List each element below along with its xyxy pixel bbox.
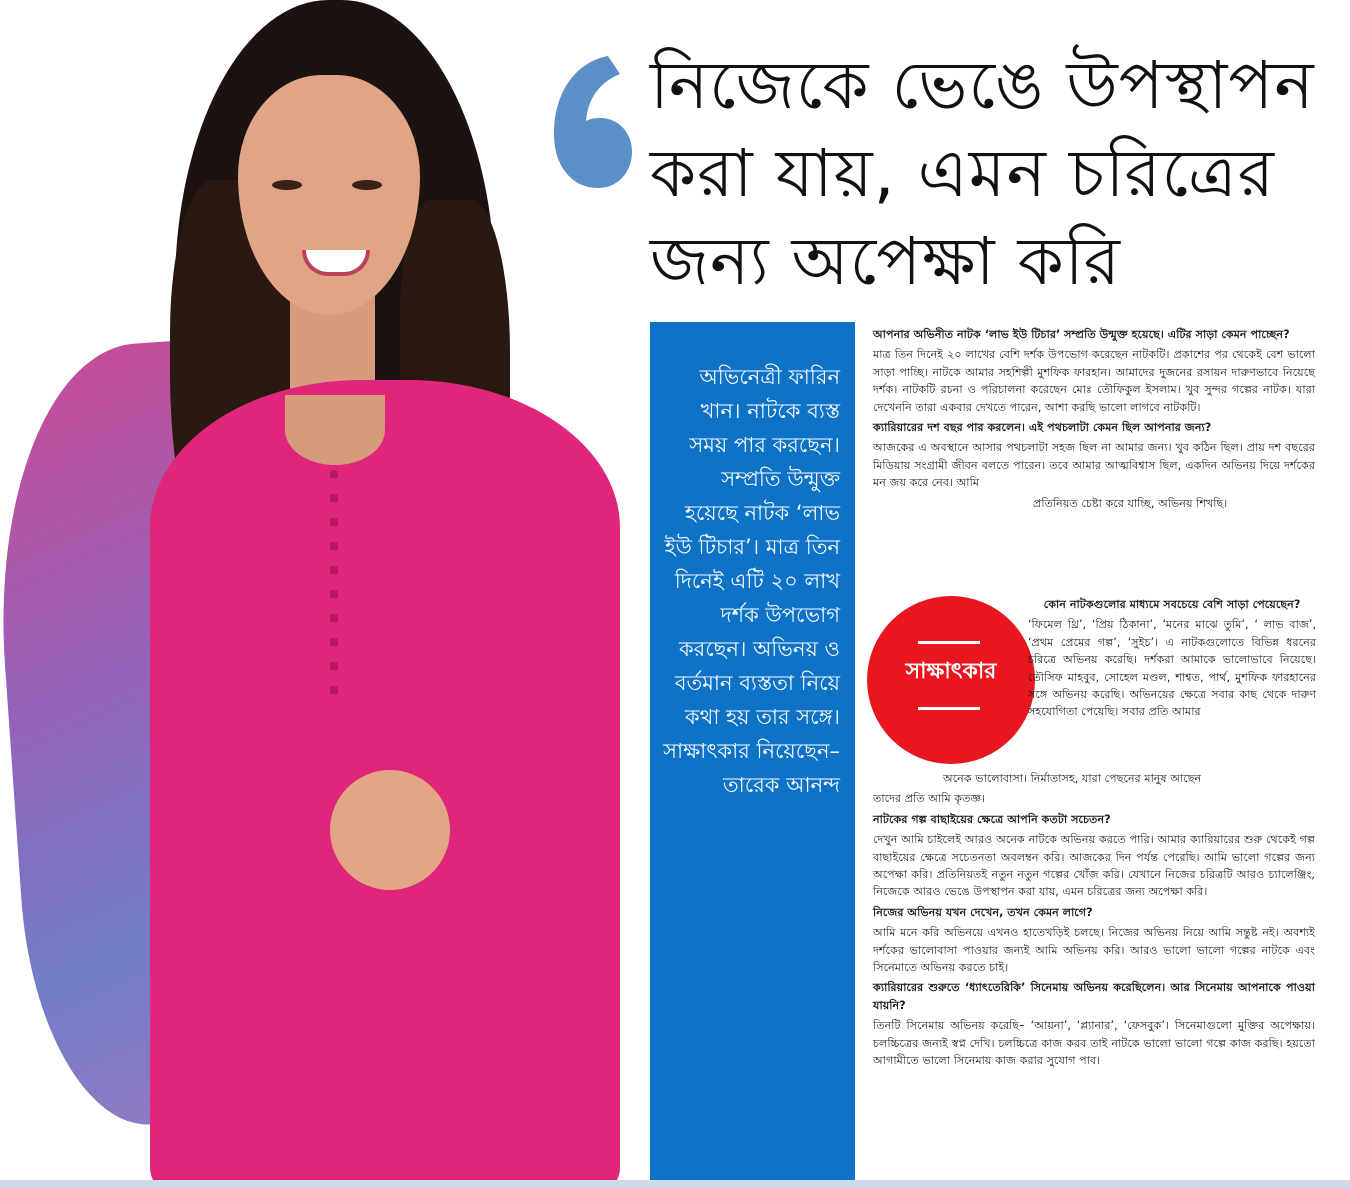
answer-4: দেখুন আমি চাইলেই আরও অনেক নাটকে অভিনয় করতে পারি। আমার ক্যারিয়ারের শুরু থেকেই গল্প বাছাইয়ের ক্ষেত্রে সচেতনতা অবলম্বন করি। আজকের দিন পর্যন্ত পেরেছি। আমি ভালো গল্পের জন্য অপেক্ষা করি। প্রতিনিয়তই নতুন নতুন গল্পের খোঁজ করি। যেখানে নিজের চরিত্রটি আরও চ্যালেঞ্জিং, নিজেকে আরও ভেঙে উপস্থাপন করা যায়, এমন চরিত্রের জন্য অপেক্ষা করি। — [873, 833, 1315, 899]
hand-shape — [330, 770, 450, 890]
question-4: নাটকের গল্প বাছাইয়ের ক্ষেত্রে আপনি কতটা সচেতন? — [873, 812, 1111, 826]
intro-text: অভিনেত্রী ফারিন খান। নাটকে ব্যস্ত সময় পার করছেন। সম্প্রতি উন্মুক্ত হয়েছে নাটক ‘লাভ ইউ টিচার’। মাত্র তিন দিনেই এটি ২০ লাখ দর্শক উপভোগ করছেন। অভিনয় ও বর্তমান ব্যস্ততা নিয়ে কথা হয় তার সঙ্গে। সাক্ষাৎকার নিয়েছেন– তারেক আনন্দ — [663, 365, 840, 797]
answer-2-end: প্রতিনিয়ত চেষ্টা করে যাচ্ছি, অভিনয় শিখছি। — [1033, 496, 1228, 510]
answer-2: আজকের এ অবস্থানে আসার পথচলাটা সহজ ছিল না আমার জন্য। খুব কঠিন ছিল। প্রায় দশ বছরের মিডিয়ায় সংগ্রামী জীবন বলতে পারেন। তবে আমার আত্মবিশ্বাস ছিল, একদিন অভিনয় দিয়ে দর্শকের মন জয় করে নেব। আমি — [873, 441, 1315, 490]
page-footer-bar — [0, 1180, 1350, 1188]
question-2: ক্যারিয়ারের দশ বছর পার করলেন। এই পথচলাটা কেমন ছিল আপনার জন্য? — [873, 421, 1212, 435]
badge-divider-top — [918, 641, 980, 644]
interview-top — [873, 326, 1315, 515]
question-6: ক্যারিয়ারের শুরুতে ‘ধ্যাৎতেরিকি’ সিনেমায় অভিনয় করেছিলেন। আর সিনেমায় আপনাকে পাওয়া যায়নি? — [873, 981, 1315, 1012]
answer-3: ‘ফিমেল থ্রি’, ‘প্রিয় ঠিকানা’, ‘মনের মাঝে তুমি’, ‘ লাভ বাজ’, ‘প্রথম প্রেমের গল্প’, ‘সুইচ’। এ নাটকগুলোতে বিভিন্ন ধরনের চরিত্রে অভিনয় করেছি। দর্শকরা আমাকে ভালোভাবে নিয়েছে। তৌসিফ মাহবুব, সোহেল মণ্ডল, শাশ্বত, পার্থ, মুশফিক ফারহানের সঙ্গে অভিনয় করেছি। অভিনয়ের ক্ষেত্রে সবার কাছ থেকে দারুণ সহযোগিতা পেয়েছি। সবার প্রতি আমার — [1028, 618, 1316, 719]
question-1: আপনার অভিনীত নাটক ‘লাভ ইউ টিচার’ সম্প্রতি উন্মুক্ত হয়েছে। এটির সাড়া কেমন পাচ্ছেন? — [873, 328, 1290, 341]
dress-neckline — [285, 395, 385, 465]
headline — [650, 42, 1340, 306]
right-eye — [352, 180, 382, 190]
interview-bottom — [873, 770, 1315, 1073]
answer-5: আমি মনে করি অভিনয়ে এখনও হাতেখড়িই চলছে। নিজের অভিনয় নিয়ে আমি সন্তুষ্ট নই। অবশ্যই দর্শকের ভালোবাসা পাওয়ার জন্যই আমি অভিনয় করি। আরও ভালো ভালো গল্পের নাটকে এবং সিনেমাতে অভিনয় করতে চাই। — [873, 926, 1315, 975]
badge-label: সাক্ষাৎকার — [905, 659, 997, 684]
interview-wrapped — [1028, 596, 1316, 724]
dress-buttons — [330, 470, 338, 700]
question-3: কোন নাটকগুলোর মাধ্যমে সবচেয়ে বেশি সাড়া পেয়েছেন? — [1043, 598, 1301, 611]
headline-line-3: জন্য অপেক্ষা করি — [650, 223, 1121, 300]
answer-3-cont: অনেক ভালোবাসা। নির্মাতাসহ, যারা পেছনের মানুষ আছেন — [943, 772, 1202, 785]
left-eye — [272, 180, 302, 190]
headline-line-1: নিজেকে ভেঙে উপস্থাপন — [650, 47, 1315, 124]
headline-line-2: করা যায়, এমন চরিত্রের — [650, 135, 1275, 212]
badge-divider-bottom — [918, 707, 980, 710]
opening-quote-icon — [548, 52, 634, 192]
answer-6: তিনটি সিনেমায় অভিনয় করেছি– ‘আয়না’, ‘প্ল্যানার’, ‘ফেসবুক’। সিনেমাগুলো মুক্তির অপেক্ষায়। চলচ্চিত্রের জন্যই স্বপ্ন দেখি। চলচ্চিত্রে কাজ করব তাই নাটকে ভালো ভালো গল্পে কাজ করছি। হয়তো আগামীতে ভালো সিনেমায় কাজ করার সুযোগ পাব। — [873, 1019, 1315, 1068]
answer-3-end: তাদের প্রতি আমি কৃতজ্ঞ। — [873, 792, 986, 806]
question-5: নিজের অভিনয় যখন দেখেন, তখন কেমন লাগে? — [873, 905, 1093, 919]
answer-1: মাত্র তিন দিনেই ২০ লাখের বেশি দর্শক উপভোগ করেছেন নাটকটি। প্রকাশের পর থেকেই বেশ ভালো সাড়া পাচ্ছি। নাটকে আমার সহশিল্পী মুশফিক ফারহান। আমাদের দুজনের রসায়ন দারুণভাবে নিয়েছে দর্শক। নাটকটি রচনা ও পরিচালনা করেছেন মোঃ তৌফিকুল ইসলাম। খুব সুন্দর গল্পের নাটক। যারা দেখেননি তারা একবার দেখতে পারেন, আশা করছি ভালো লাগবে নাটকটি। — [873, 348, 1315, 414]
